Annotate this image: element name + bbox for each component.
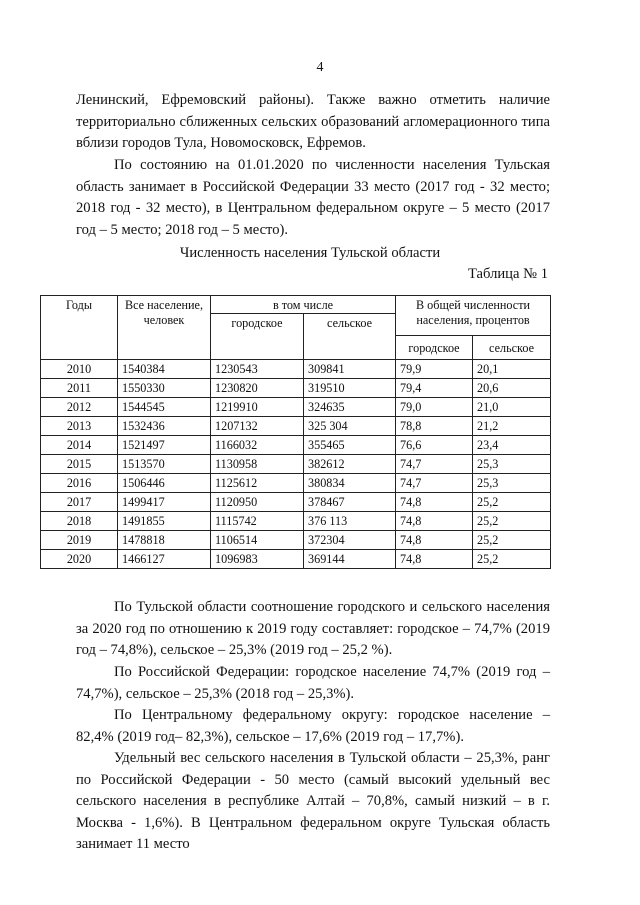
- table-row: [41, 493, 551, 512]
- cell-year: 2018: [41, 512, 118, 531]
- cell-urban: 1130958: [211, 455, 304, 474]
- header-years: Годы: [41, 296, 118, 360]
- cell-year: 2014: [41, 436, 118, 455]
- header-share: В общей численности населения, процентов: [396, 296, 551, 336]
- cell-urban: 1207132: [211, 417, 304, 436]
- cell-year: 2020: [41, 550, 118, 569]
- cell-share-rural: 25,2: [473, 512, 551, 531]
- cell-share-urban: 74,8: [396, 493, 473, 512]
- cell-total: 1491855: [118, 512, 211, 531]
- cell-total: 1532436: [118, 417, 211, 436]
- cell-urban: 1230820: [211, 379, 304, 398]
- cell-total: 1506446: [118, 474, 211, 493]
- cell-year: 2013: [41, 417, 118, 436]
- table-row: [41, 512, 551, 531]
- intro-paragraph-2: По состоянию на 01.01.2020 по численности населения Тульская область занимает в Российской Федерации 33 место (2017 год - 32 место; 2018 год - 32 место), в Центральном федеральном округе – 5 место (2017 год – 5 место; 2018 год – 5 место).: [76, 157, 550, 238]
- header-including: в том числе: [211, 296, 396, 314]
- cell-total: 1499417: [118, 493, 211, 512]
- cell-rural: 309841: [304, 360, 396, 379]
- table-row: [41, 436, 551, 455]
- table-row: [41, 417, 551, 436]
- cell-share-rural: 20,1: [473, 360, 551, 379]
- table-label: Таблица № 1: [468, 266, 548, 282]
- cell-total: 1513570: [118, 455, 211, 474]
- cell-urban: 1120950: [211, 493, 304, 512]
- cell-share-urban: 74,8: [396, 550, 473, 569]
- cell-total: 1466127: [118, 550, 211, 569]
- cell-share-rural: 23,4: [473, 436, 551, 455]
- cell-share-rural: 21,2: [473, 417, 551, 436]
- cell-share-urban: 79,4: [396, 379, 473, 398]
- cell-total: 1540384: [118, 360, 211, 379]
- cell-urban: 1166032: [211, 436, 304, 455]
- cell-total: 1544545: [118, 398, 211, 417]
- cell-share-urban: 76,6: [396, 436, 473, 455]
- cell-urban: 1219910: [211, 398, 304, 417]
- cell-share-urban: 78,8: [396, 417, 473, 436]
- table-title: Численность населения Тульской области: [179, 245, 441, 261]
- cell-urban: 1096983: [211, 550, 304, 569]
- cell-share-urban: 79,0: [396, 398, 473, 417]
- cell-rural: 382612: [304, 455, 396, 474]
- cell-share-rural: 21,0: [473, 398, 551, 417]
- cell-urban: 1125612: [211, 474, 304, 493]
- cell-share-urban: 74,8: [396, 512, 473, 531]
- cell-share-urban: 74,7: [396, 474, 473, 493]
- cell-rural: 372304: [304, 531, 396, 550]
- cell-rural: 369144: [304, 550, 396, 569]
- header-share-urban: городское: [396, 336, 473, 360]
- cell-year: 2011: [41, 379, 118, 398]
- cell-total: 1550330: [118, 379, 211, 398]
- table-row: [41, 531, 551, 550]
- cell-year: 2017: [41, 493, 118, 512]
- cell-rural: 376 113: [304, 512, 396, 531]
- cell-share-urban: 79,9: [396, 360, 473, 379]
- page-number: 4: [316, 60, 324, 75]
- cell-share-rural: 25,2: [473, 493, 551, 512]
- header-urban: городское: [211, 314, 304, 360]
- header-rural: сельское: [304, 314, 396, 360]
- population-table: [40, 295, 551, 569]
- intro-paragraph-1: Ленинский, Ефремовский районы). Также важно отметить наличие территориально сближенных сельских образований агломерационного типа вблизи городов Тула, Новомосковск, Ефремов.: [76, 92, 550, 151]
- cell-share-urban: 74,8: [396, 531, 473, 550]
- table-row: [41, 379, 551, 398]
- cell-share-rural: 25,2: [473, 531, 551, 550]
- table-row: [41, 550, 551, 569]
- table-row: [41, 398, 551, 417]
- after-paragraph-3: По Центральному федеральному округу: городское население – 82,4% (2019 год– 82,3%), сельское – 17,6% (2019 год – 17,7%).: [76, 707, 550, 745]
- cell-total: 1521497: [118, 436, 211, 455]
- cell-share-rural: 25,3: [473, 455, 551, 474]
- after-paragraph-4: Удельный вес сельского населения в Тульской области – 25,3%, ранг по Российской Федерации - 50 место (самый высокий удельный вес сельского населения в республике Алтай – 70,8%, самый низкий – в г. Москва - 1,6%). В Центральном федеральном округе Тульская область занимает 11 место: [76, 750, 550, 852]
- cell-rural: 324635: [304, 398, 396, 417]
- cell-rural: 325 304: [304, 417, 396, 436]
- cell-share-rural: 20,6: [473, 379, 551, 398]
- cell-share-urban: 74,7: [396, 455, 473, 474]
- cell-urban: 1230543: [211, 360, 304, 379]
- cell-year: 2015: [41, 455, 118, 474]
- after-paragraph-1: По Тульской области соотношение городского и сельского населения за 2020 год по отношению к 2019 году составляет: городское – 74,7% (2019 год – 74,8%), сельское – 25,3% (2019 год – 25,2 %).: [76, 599, 550, 658]
- cell-rural: 319510: [304, 379, 396, 398]
- cell-share-rural: 25,3: [473, 474, 551, 493]
- cell-year: 2016: [41, 474, 118, 493]
- cell-rural: 380834: [304, 474, 396, 493]
- header-share-rural: сельское: [473, 336, 551, 360]
- cell-year: 2012: [41, 398, 118, 417]
- cell-urban: 1115742: [211, 512, 304, 531]
- cell-total: 1478818: [118, 531, 211, 550]
- cell-year: 2019: [41, 531, 118, 550]
- cell-share-rural: 25,2: [473, 550, 551, 569]
- cell-rural: 355465: [304, 436, 396, 455]
- after-paragraph-2: По Российской Федерации: городское население 74,7% (2019 год – 74,7%), сельское – 25,3% (2018 год – 25,3%).: [76, 664, 550, 702]
- header-total: Все население, человек: [118, 296, 211, 360]
- cell-year: 2010: [41, 360, 118, 379]
- table-row: [41, 474, 551, 493]
- cell-urban: 1106514: [211, 531, 304, 550]
- table-row: [41, 455, 551, 474]
- table-row: [41, 360, 551, 379]
- cell-rural: 378467: [304, 493, 396, 512]
